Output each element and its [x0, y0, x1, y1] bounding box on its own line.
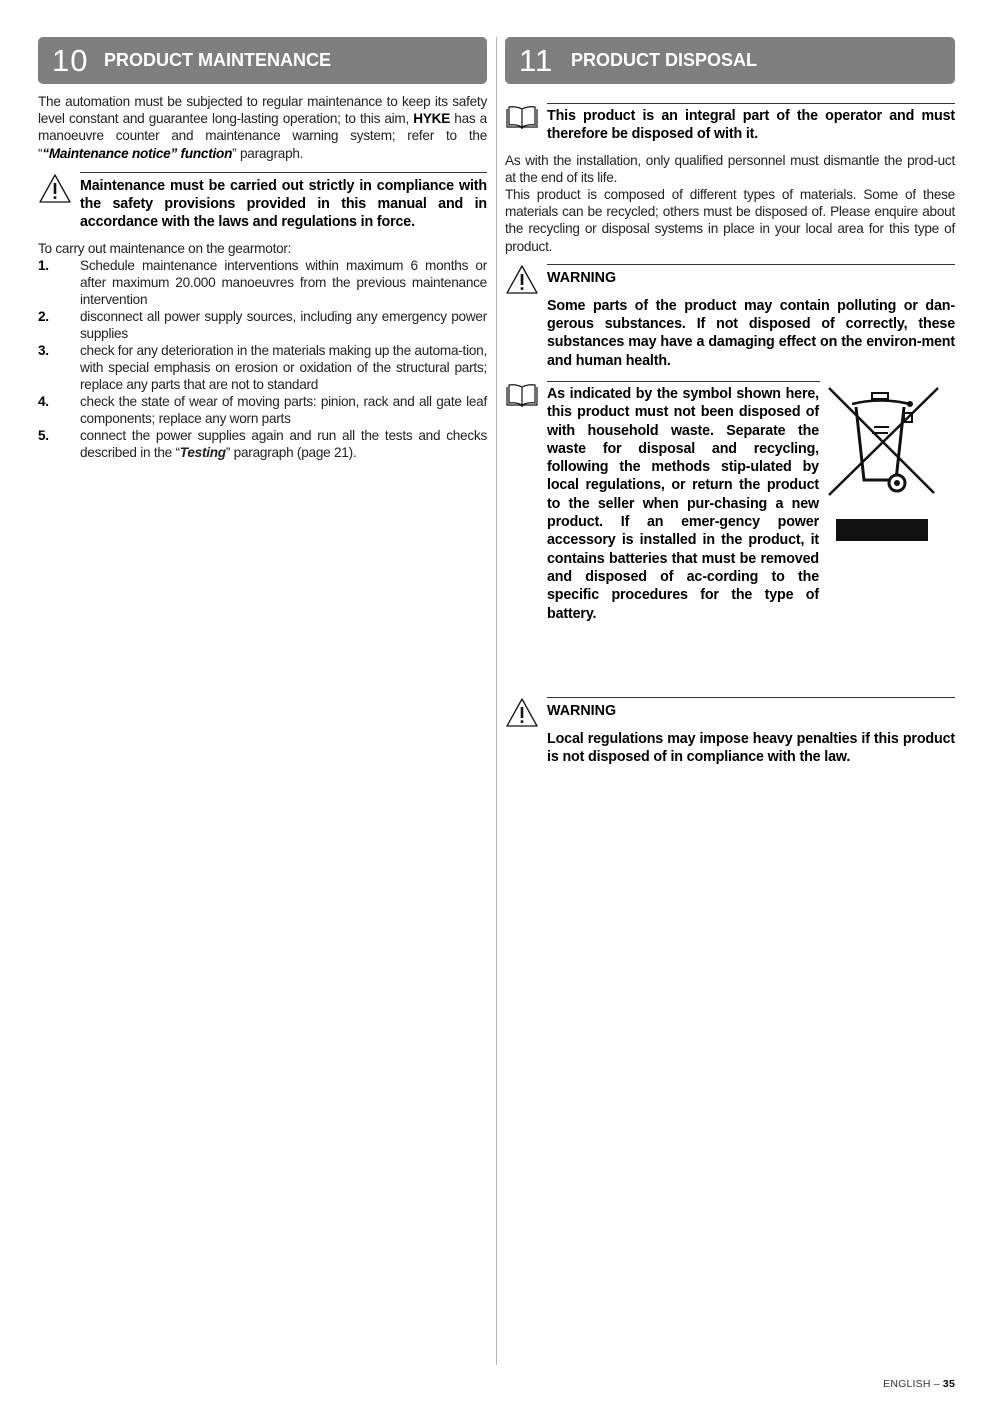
- intro-text: The automation must be subjected to regular maintenance to keep its safety level constant and guarantee long-lasting operation; to this aim,: [38, 94, 487, 127]
- warning-text: Local regulations may impose heavy penalties if this product is not disposed of in compliance with the law.: [547, 731, 955, 766]
- section-header-maintenance: [38, 37, 487, 84]
- page-footer: [883, 1378, 955, 1390]
- manual-book-icon: [505, 105, 539, 136]
- notice-rule: [547, 264, 955, 265]
- section-number: 10: [52, 42, 89, 78]
- notice-rule: [80, 172, 487, 173]
- steps-intro: To carry out maintenance on the gearmotor:: [38, 240, 292, 256]
- intro-text: ” paragraph.: [232, 145, 304, 161]
- section-title: PRODUCT DISPOSAL: [571, 50, 758, 70]
- section-title: PRODUCT MAINTENANCE: [104, 50, 331, 70]
- warning-text: Some parts of the product may contain polluting or dan-gerous substances. If not disposed of correctly, these substances may have a damaging effect on the environ-ment and human health.: [547, 297, 955, 369]
- maintenance-column: [38, 37, 487, 461]
- notice-rule: [547, 381, 820, 382]
- materials-text: This product is composed of different types of materials. Some of these materials can be recycled; others must be disposed of. Please enquire about the recycling or disposal systems in place in your local area for this type of product.: [505, 187, 955, 254]
- list-item: 2. disconnect all power supply sources, including any emergency power supplies: [38, 308, 487, 341]
- penalty-warning: [505, 697, 955, 767]
- integral-part-text: This product is an integral part of the operator and must therefore be disposed of with it.: [547, 108, 955, 143]
- intro-text: has a manoeuvre counter and maintenance warning system; refer to the “: [38, 111, 487, 161]
- list-item: 5. connect the power supplies again and run all the tests and checks described in the “Testing” paragraph (page 21).: [38, 427, 487, 460]
- list-item: 1. Schedule maintenance interventions within maximum 6 months or after maximum 20.000 manoeuvres from the previous maintenance intervention: [38, 257, 487, 307]
- notice-rule: [547, 103, 955, 104]
- footer-language: ENGLISH –: [883, 1378, 943, 1390]
- manual-book-icon: [505, 383, 539, 414]
- paragraph-reference: “Maintenance notice” function: [42, 145, 233, 161]
- warning-text: Maintenance must be carried out strictly in compliance with the safety provisions provided in this manual and in accordance with the laws and regulations in force.: [80, 177, 487, 231]
- list-item: 4. check the state of wear of moving parts: pinion, rack and all gate leaf components; replace any worn parts: [38, 393, 487, 426]
- warning-title: WARNING: [547, 703, 617, 719]
- section-number: 11: [519, 42, 554, 78]
- weee-note: [505, 381, 955, 631]
- list-item: 3. check for any deterioration in the materials making up the automa-tion, with special emphasis on erosion or oxidation of the structural parts; replace any parts that are not to standard: [38, 342, 487, 392]
- paragraph-reference: Testing: [179, 444, 226, 460]
- integral-part-note: [505, 103, 955, 144]
- page-number: 35: [942, 1378, 955, 1390]
- warning-triangle-icon: [38, 172, 72, 209]
- dismantle-text: As with the installation, only qualified personnel must dismantle the prod-uct at the end of its life.: [505, 152, 955, 185]
- weee-symbol: [826, 385, 941, 541]
- brand-name: HYKE: [413, 111, 451, 127]
- crossed-bin-icon: [826, 487, 941, 504]
- disposal-column: [505, 37, 955, 767]
- warning-triangle-icon: [505, 696, 539, 733]
- section-header-disposal: [505, 37, 955, 84]
- weee-bar: [836, 519, 928, 541]
- notice-rule: [547, 697, 955, 698]
- maintenance-warning: [38, 172, 487, 232]
- warning-title: WARNING: [547, 269, 617, 286]
- maintenance-intro: [38, 93, 487, 162]
- warning-triangle-icon: [505, 263, 539, 300]
- weee-text: As indicated by the symbol shown here, this product must not been disposed of with household waste. Separate the waste for disposal and recycling, following the methods stip-ulated by local regulations, or return the product to the seller when pur-chasing a new product. If an emer-gency power accessory is installed in the product, it contains batteries that must be removed and disposed of ac-cording to the specific procedures for the type of battery.: [547, 386, 819, 622]
- polluting-warning: [505, 264, 955, 370]
- column-divider: [496, 37, 497, 1365]
- maintenance-steps: [38, 257, 487, 461]
